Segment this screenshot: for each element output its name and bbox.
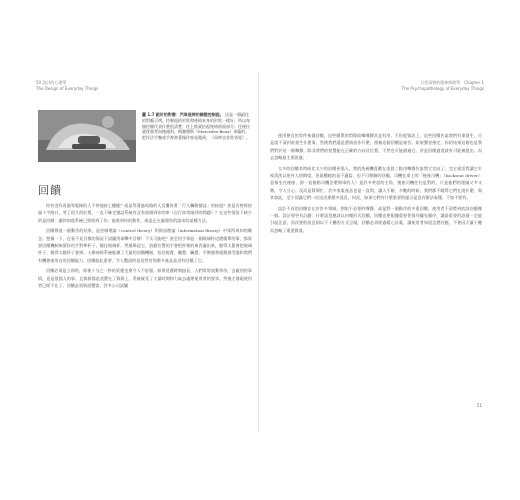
left-header-chinese: 50 設計的心理學 <box>36 80 67 85</box>
car-seat-control-photo <box>38 110 136 162</box>
right-running-header <box>402 80 484 91</box>
figure-title: 跟好的對應：汽車座椅的調整控制鈕。 <box>155 112 224 117</box>
car-seat-control-figure <box>38 110 136 162</box>
right-body-text <box>270 132 482 237</box>
right-header-chinese: 日常事物的精神病理學 Chapter 1 <box>420 80 484 85</box>
section-title: 回饋 <box>38 184 62 197</box>
book-spread <box>30 72 490 432</box>
left-running-header <box>36 80 98 91</box>
paragraph: 你有沒有看過等電梯的人不停地按上樓鍵？或是等著過馬路的人反覆按著「行人觸動號誌」的按鈕？你是否曾經按過十字路口，等了很久的紅燈，一直不確定號誌系統有沒有偵測到你的車（自行車常碰到的問題）？在這些情況下缺少的是回饋：讓你知道系統已經收到了你、能收到你的動作，或是正在處理你的請求的某種方法。 <box>38 203 252 223</box>
right-header-english: The Psychopathology of Everyday Things <box>401 85 484 91</box>
figure-text: 這是一個絕佳的對應示例。控制鈕的形狀和座椅本身的形狀一樣好，所以每個控制代表什麼很清楚：往上推就抬起座椅前面部分；往後拉就使靠背向後傾斜。梅賽德斯（Mercedes-Benz）車廠的，把作法手腕或手裡拿著操作容易做到，（同時也非常省電）。 <box>142 112 250 141</box>
page-number: 51 <box>476 403 482 408</box>
left-body-text <box>38 202 252 292</box>
paragraph: 使用便宜的零件來做回饋，這些簡單的閃燈或嗶嗶聲其是有用，不但從資訊上，這些回饋告訴我們有事發生，可是說不清到底發生什麼事，然後我們還是將資訊作什麼，卻無這個回饋是報告。如果聲音指定，你的結果這個也是我們對於這一個嗶聲，除非我們的裝置能在正確的方向及位置，不然也可能錯過它。於是回饋過度就有可能被提出，而去忽略最主要訊號。 <box>270 133 482 161</box>
paragraph: 太多的回饋有時候比太少的回饋更惱人。我的洗碗機喜歡在凌晨三點用嗶聲告訴我它完成了；完全違反我讓它半夜清洗以免外人的期望。但最糟糕的是不適當、也不可理解的回饋。司機在車上的「後座司機」（backseat driver）意指坐在後座、卻一直指點司機怎麼開車的人）是許多笑話的主角，後座司機往往是對的，只是他們的建議又多又雜，令人分心。反而是幫倒忙。許多家電產品也是一直閃，讓人不耐，多數的時候，我們都不曉得它們在說什麼。與其如此，至少別讓它們一次送出那麼多訊息，何況，如果它們有什麼重要的提示是沒有辦法看懂，不如不要有。 <box>270 165 482 201</box>
left-header-english: The Design of Everyday Things <box>36 85 99 91</box>
paragraph: 設計不良的回饋存在於許多領域，例如不必要的嗶聲，或是對一個動作的多重回饋，使用者不清楚到底該回應哪一個。設計要更有計劃：什麼訊息應該以何種形式回饋，回饋也要根據重要性排列優先順序，讓最重要的訊號一定能引起注意，而次要的訊息則以不干擾的方式呈現。回饋必須經過精心計畫，讓使用者知道怎麼回應，不會因大量干擾而忽略了重要資訊。 <box>270 205 482 233</box>
paragraph: 回饋傳達一個動作的結果，是控制理論（control theory）和資訊理論（information theory）中眾所周知的概念。想像一下，在看不見目標的情況下試圖用球擊中目標！不太可能吧？甚至用手拿起一個玻璃杯這麼簡單的事，都需要回饋機制來幫你用手對準杯子，握住玻璃杯，然後舉起它。放錯位置的手會把杯裡的東西灑出來，握得太緊會把玻璃杯子，握得太鬆杯子會掉。人類神經系統配備了大量的回饋機制，包括視覺、聽覺、觸覺、平衡感和運動感受器和我們有機會運用自的回饋能力，回饋如此重要，令人驚訝的是居然有那麼多產品並沒有回饋了它。 <box>38 228 252 263</box>
left-page <box>30 72 259 432</box>
figure-label: 圖 1.7 <box>142 112 155 117</box>
right-page <box>262 72 490 432</box>
figure-caption <box>142 112 252 141</box>
paragraph: 回饋必須是立即的，即使十分之一秒的延遲也會令人不舒服。如果延遲時間過長，人們常常放棄等待，去做別的事情，這是很惱人的事；且資源都是浪費在了資源上，系統就花了大量時間和力氣去處理使用者的要求，然後才發現使用者已經不在了。回饋必須資訊豐富，許多公司試圖 <box>38 268 252 289</box>
